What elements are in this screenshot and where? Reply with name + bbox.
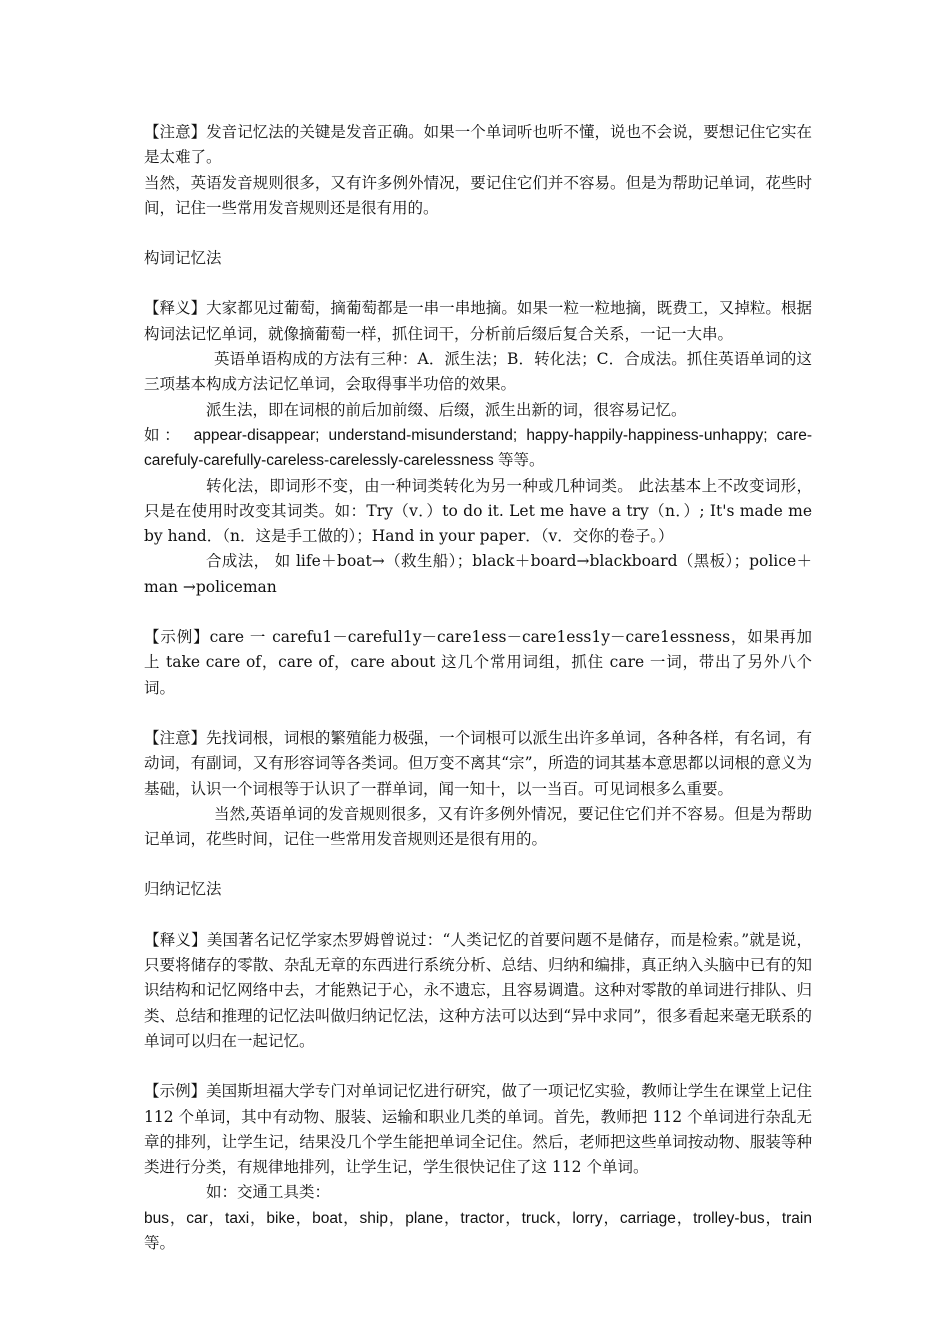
paragraph-derivation-examples: 如： appear-disappear; understand-misunderstand; happy-happily-happiness-unhappy; care-carefuly-carefully-careless-carelessly-carelessness 等等。	[144, 426, 812, 470]
paragraph-conversion: 转化法，即词形不变，由一种词类转化为另一种或几种词类。 此法基本上不改变词形，只是在使用时改变其词类。如：Try（v．）to do it. Let me have a try（n．）; It's made me by hand．（n．这是手工做的）；Hand in your paper．（v．交你的卷子。）	[144, 476, 812, 546]
spacer	[144, 271, 812, 296]
spacer	[144, 600, 812, 625]
paragraph-pronunciation-rules: 当然，英语发音规则很多，又有许多例外情况，要记住它们并不容易。但是为帮助记单词，花些时间，记住一些常用发音规则还是很有用的。	[144, 173, 812, 217]
paragraph-three-methods: 英语单语构成的方法有三种：A．派生法；B．转化法；C．合成法。抓住英语单词的这三项基本构成方法记忆单词，会取得事半功倍的效果。	[144, 350, 812, 394]
section-heading-word-formation: 构词记忆法	[144, 249, 222, 268]
spacer	[144, 701, 812, 726]
spacer	[144, 852, 812, 877]
section-heading-induction: 归纳记忆法	[144, 880, 222, 899]
spacer	[144, 903, 812, 928]
example-paragraph-care: 【示例】care 一 carefu1－careful1y－care1ess－care1ess1y－care1essness，如果再加上 take care of，care of，care about 这几个常用词组，抓住 care 一词，带出了另外八个词。	[144, 628, 812, 697]
paragraph-transport-label: 如：交通工具类：	[206, 1183, 331, 1202]
paragraph-transport-list: bus，car，taxi，bike，boat，ship，plane，tractor，truck，lorry，carriage，trolley-bus，train 等。	[144, 1209, 812, 1252]
note-paragraph-pronunciation: 【注意】发音记忆法的关键是发音正确。如果一个单词听也听不懂，说也不会说，要想记住它实在是太难了。	[144, 123, 812, 167]
note-paragraph-roots: 【注意】先找词根，词根的繁殖能力极强，一个词根可以派生出许多单词，各种各样，有名词，有动词，有副词，又有形容词等各类词。但万变不离其“宗”，所造的词其基本意思都以词根的意义为基础，认识一个词根等于认识了一群单词，闻一知十，以一当百。可见词根多么重要。	[144, 728, 812, 798]
paragraph-compounding: 合成法， 如 life＋boat→（救生船）；black＋board→blackboard（黑板）；police＋man →policeman	[144, 552, 812, 596]
spacer	[144, 1054, 812, 1079]
example-paragraph-stanford: 【示例】美国斯坦福大学专门对单词记忆进行研究，做了一项记忆实验，教师让学生在课堂上记住 112 个单词，其中有动物、服装、运输和职业几类的单词。首先，教师把 112 个单词进行杂乱无章的排列，让学生记，结果没几个学生能把单词全记住。然后，老师把这些单词按动物、服装等种类进行分类，有规律地排列，让学生记，学生很快记住了这 112 个单词。	[144, 1082, 812, 1177]
explanation-paragraph-grapes: 【释义】大家都见过葡萄，摘葡萄都是一串一串地摘。如果一粒一粒地摘，既费工，又掉粒。根据构词法记忆单词，就像摘葡萄一样，抓住词干，分析前后缀后复合关系，一记一大串。	[144, 299, 812, 343]
explanation-paragraph-jerome: 【释义】美国著名记忆学家杰罗姆曾说过：“人类记忆的首要问题不是储存，而是检索。”就是说，只要将储存的零散、杂乱无章的东西进行系统分析、总结、归纳和编排，真正纳入头脑中已有的知识结构和记忆网络中去，才能熟记于心，永不遗忘，且容易调遣。这种对零散的单词进行排队、归类、总结和推理的记忆法叫做归纳记忆法，这种方法可以达到“异中求同”，很多看起来毫无联系的单词可以归在一起记忆。	[144, 930, 812, 1050]
spacer	[144, 221, 812, 246]
paragraph-pronunciation-rules-repeat: 当然,英语单词的发音规则很多，又有许多例外情况，要记住它们并不容易。但是为帮助记单词，花些时间，记住一些常用发音规则还是很有用的。	[144, 804, 812, 849]
document-body	[144, 120, 812, 1256]
paragraph-derivation: 派生法，即在词根的前后加前缀、后缀，派生出新的词，很容易记忆。	[206, 400, 687, 419]
